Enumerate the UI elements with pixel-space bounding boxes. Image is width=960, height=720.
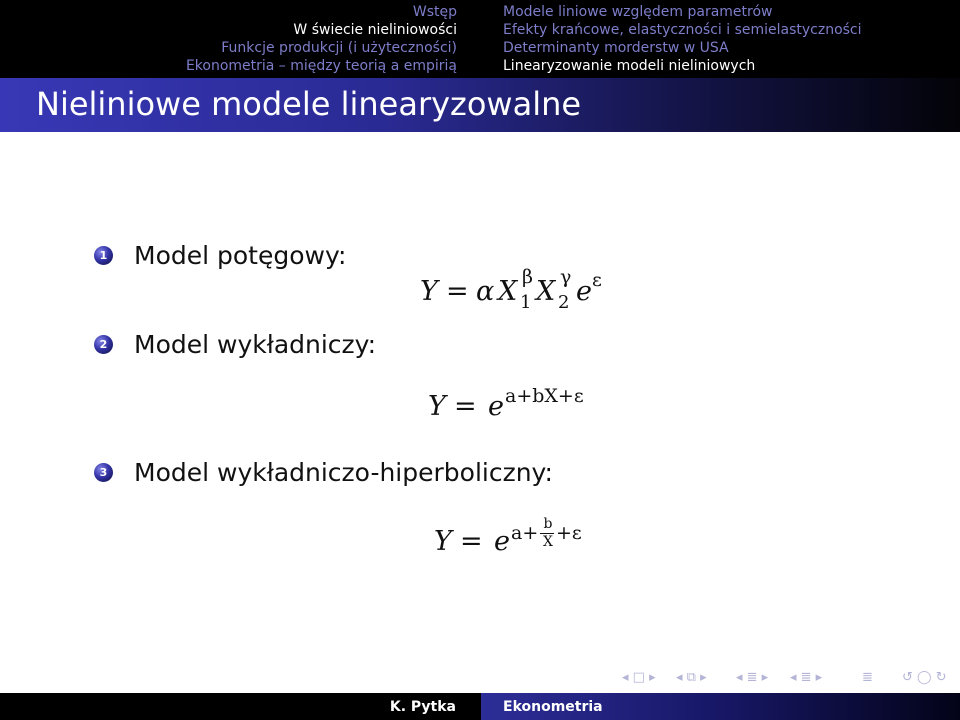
formula-x1: X	[498, 276, 518, 307]
section-link-nonlinearity[interactable]: W świecie nieliniowości	[293, 22, 457, 38]
subsection-link-linearization[interactable]: Linearyzowanie modeli nieliniowych	[503, 58, 756, 74]
item-label: Model wykładniczo-hiperboliczny:	[134, 458, 553, 487]
formula-epsilon: ε	[592, 269, 602, 291]
frame-title: Nieliniowe modele linearyzowalne	[36, 85, 582, 123]
enumeration-ball-icon: 2	[94, 335, 113, 354]
formula-sub2: 2	[558, 292, 570, 313]
formula-gamma: γ	[560, 266, 572, 288]
nav-frame-controls[interactable]: ◂ ⧉ ▸	[676, 670, 707, 685]
hyperbolic-model-formula	[434, 516, 604, 564]
formula-beta: β	[522, 266, 533, 288]
formula-lhs: Y	[420, 276, 438, 307]
formula-exponent-tail: +ε	[556, 522, 582, 544]
subsection-link-murder-determinants[interactable]: Determinanty morderstw w USA	[503, 40, 729, 56]
formula-lhs: Y	[428, 391, 446, 422]
item-label: Model wykładniczy:	[134, 330, 377, 359]
formula-exponent: a+bX+ε	[505, 385, 584, 407]
formula-equals: =	[460, 526, 483, 557]
nav-slide-controls[interactable]: ◂ □ ▸	[622, 670, 656, 685]
formula-alpha: α	[476, 276, 495, 307]
nav-subsection-controls[interactable]: ◂ ≣ ▸	[736, 670, 769, 685]
section-link-theory-empiria[interactable]: Ekonometria – między teorią a empirią	[185, 58, 457, 74]
item-label: Model potęgowy:	[134, 241, 347, 270]
footer-author: K. Pytka	[389, 698, 456, 715]
section-link-production-functions[interactable]: Funkcje produkcji (i użyteczności)	[221, 40, 457, 56]
frame-title-bar	[0, 78, 960, 132]
formula-exponent-a: a+	[511, 522, 539, 544]
section-nav	[0, 0, 484, 78]
nav-section-controls[interactable]: ◂ ≣ ▸	[790, 670, 823, 685]
header-navigation	[0, 0, 960, 78]
enumeration-ball-icon: 1	[94, 246, 113, 265]
formula-equals: =	[446, 276, 469, 307]
subsection-link-linear-models[interactable]: Modele liniowe względem parametrów	[503, 4, 773, 20]
nav-align-icon[interactable]: ≣	[862, 670, 873, 685]
footer	[0, 693, 960, 720]
exponential-model-formula	[428, 385, 608, 429]
formula-fraction-denominator: X	[543, 534, 553, 550]
enumeration-ball-icon: 3	[94, 463, 113, 482]
formula-fraction-numerator: b	[543, 516, 553, 532]
subsection-nav	[484, 0, 960, 78]
section-link-wstep[interactable]: Wstęp	[412, 4, 457, 20]
formula-e: e	[576, 276, 592, 307]
formula-x2: X	[536, 276, 556, 307]
subsection-link-marginal-effects[interactable]: Efekty krańcowe, elastyczności i semielastyczności	[503, 22, 862, 38]
formula-equals: =	[454, 391, 477, 422]
formula-lhs: Y	[434, 526, 452, 557]
formula-e: e	[494, 526, 510, 557]
power-model-formula	[420, 266, 620, 318]
nav-search-icon[interactable]: ↺ ◯ ↻	[902, 670, 947, 685]
footer-title: Ekonometria	[481, 693, 960, 720]
formula-sub1: 1	[520, 292, 532, 313]
formula-e: e	[488, 391, 504, 422]
